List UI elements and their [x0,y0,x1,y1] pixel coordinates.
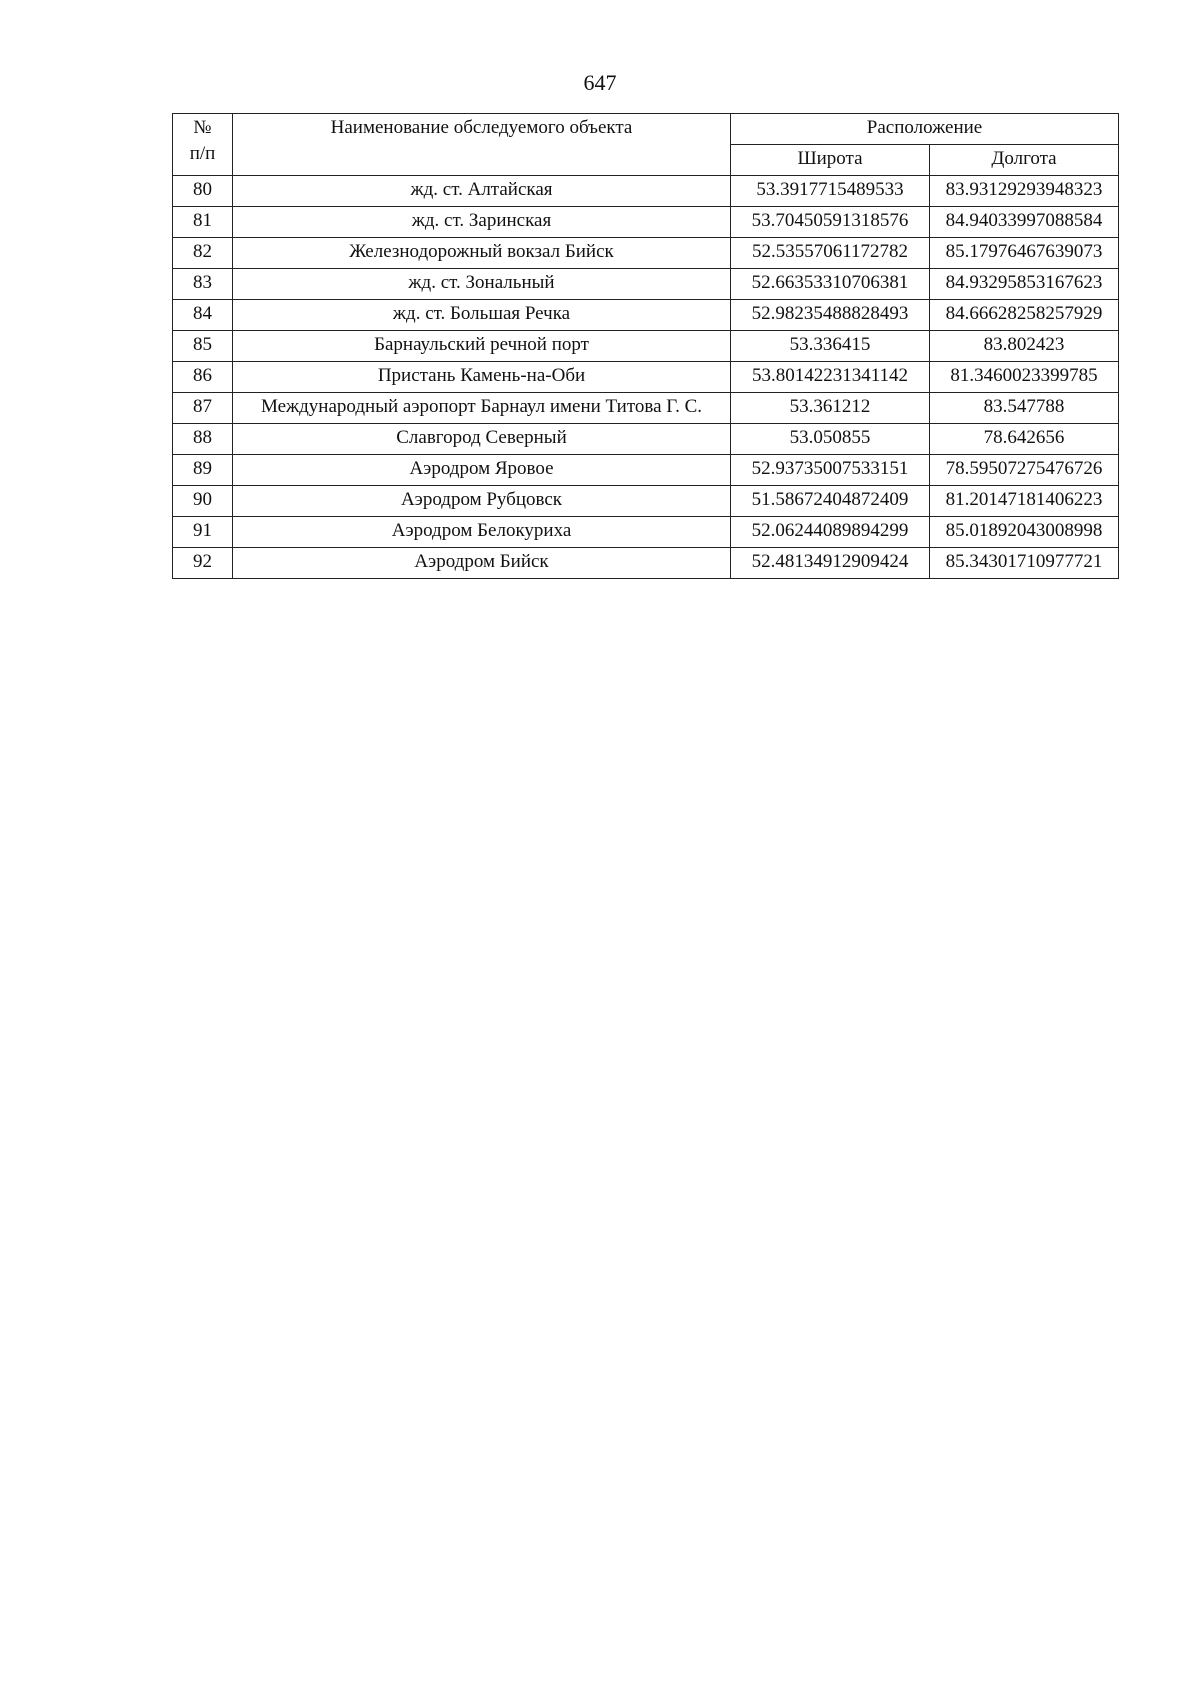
row-latitude: 52.48134912909424 [731,548,930,579]
row-object-name: жд. ст. Алтайская [233,176,731,207]
row-longitude: 84.94033997088584 [930,207,1119,238]
row-object-name: Аэродром Бийск [233,548,731,579]
row-latitude: 53.361212 [731,393,930,424]
row-object-name: Аэродром Яровое [233,455,731,486]
row-longitude: 85.34301710977721 [930,548,1119,579]
row-longitude: 78.59507275476726 [930,455,1119,486]
table-row [173,362,1119,393]
row-latitude: 52.06244089894299 [731,517,930,548]
header-number-abbr: п/п [189,143,216,164]
table-row [173,331,1119,362]
row-object-name: жд. ст. Заринская [233,207,731,238]
table-row [173,207,1119,238]
row-number: 80 [173,176,233,207]
table-row [173,176,1119,207]
row-number: 88 [173,424,233,455]
header-latitude: Широта [731,145,930,176]
table-row [173,548,1119,579]
row-longitude: 81.3460023399785 [930,362,1119,393]
row-object-name: Барнаульский речной порт [233,331,731,362]
row-latitude: 52.98235488828493 [731,300,930,331]
row-number: 89 [173,455,233,486]
row-number: 86 [173,362,233,393]
row-object-name: жд. ст. Зональный [233,269,731,300]
row-latitude: 53.050855 [731,424,930,455]
row-longitude: 84.93295853167623 [930,269,1119,300]
row-longitude: 83.93129293948323 [930,176,1119,207]
row-latitude: 52.53557061172782 [731,238,930,269]
row-latitude: 52.93735007533151 [731,455,930,486]
row-latitude: 52.66353310706381 [731,269,930,300]
header-object-name: Наименование обследуемого объекта [233,114,731,176]
row-latitude: 51.58672404872409 [731,486,930,517]
row-object-name: жд. ст. Большая Речка [233,300,731,331]
row-number: 90 [173,486,233,517]
row-object-name: Славгород Северный [233,424,731,455]
header-number [173,114,233,176]
table-row [173,517,1119,548]
table-row [173,393,1119,424]
header-longitude: Долгота [930,145,1119,176]
row-object-name: Аэродром Белокуриха [233,517,731,548]
row-longitude: 83.547788 [930,393,1119,424]
row-latitude: 53.70450591318576 [731,207,930,238]
row-longitude: 78.642656 [930,424,1119,455]
table-row [173,486,1119,517]
row-object-name: Аэродром Рубцовск [233,486,731,517]
row-longitude: 85.01892043008998 [930,517,1119,548]
row-longitude: 81.20147181406223 [930,486,1119,517]
row-number: 83 [173,269,233,300]
row-number: 81 [173,207,233,238]
header-row-1 [173,114,1119,145]
table-row [173,238,1119,269]
table-row [173,300,1119,331]
row-number: 91 [173,517,233,548]
row-latitude: 53.3917715489533 [731,176,930,207]
page-number: 647 [583,70,617,95]
row-latitude: 53.336415 [731,331,930,362]
row-object-name: Международный аэропорт Барнаул имени Титова Г. С. [233,393,731,424]
row-longitude: 84.66628258257929 [930,300,1119,331]
row-number: 85 [173,331,233,362]
row-number: 92 [173,548,233,579]
row-longitude: 83.802423 [930,331,1119,362]
row-object-name: Железнодорожный вокзал Бийск [233,238,731,269]
header-number-symbol: № [193,117,212,138]
table-row [173,269,1119,300]
objects-table [172,113,1119,579]
row-latitude: 53.80142231341142 [731,362,930,393]
row-object-name: Пристань Камень-на-Оби [233,362,731,393]
table-row [173,455,1119,486]
row-longitude: 85.17976467639073 [930,238,1119,269]
row-number: 82 [173,238,233,269]
header-location: Расположение [731,114,1119,145]
row-number: 84 [173,300,233,331]
table-row [173,424,1119,455]
row-number: 87 [173,393,233,424]
